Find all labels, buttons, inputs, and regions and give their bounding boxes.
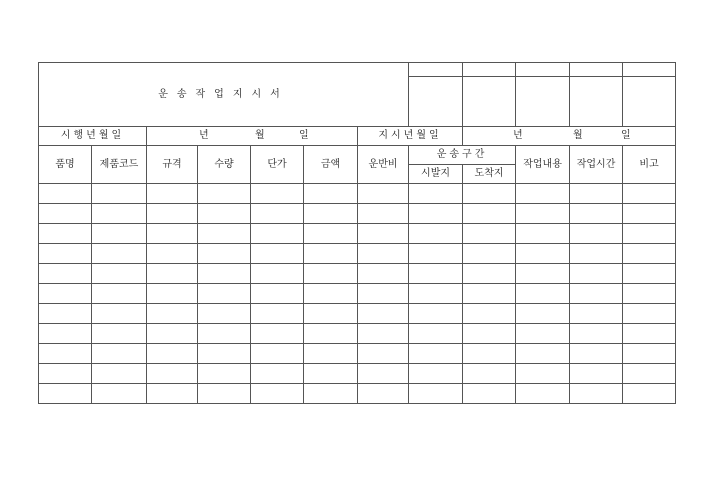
table-cell[interactable] (198, 224, 251, 244)
approval-sign-cell[interactable] (463, 77, 516, 127)
table-cell[interactable] (463, 304, 516, 324)
exec-month-unit: 월 (255, 130, 265, 141)
table-cell[interactable] (304, 184, 358, 204)
table-cell[interactable] (39, 224, 92, 244)
table-row (39, 304, 676, 324)
table-cell[interactable] (198, 304, 251, 324)
table-cell[interactable] (570, 224, 623, 244)
table-cell[interactable] (516, 384, 570, 404)
table-cell[interactable] (198, 184, 251, 204)
table-cell[interactable] (623, 344, 676, 364)
table-cell[interactable] (409, 384, 463, 404)
table-row (39, 344, 676, 364)
header-product-code: 제품코드 (92, 146, 147, 184)
table-cell[interactable] (39, 364, 92, 384)
table-cell[interactable] (463, 264, 516, 284)
table-cell[interactable] (570, 204, 623, 224)
table-cell[interactable] (623, 244, 676, 264)
table-cell[interactable] (409, 244, 463, 264)
approval-sign-cell[interactable] (570, 77, 623, 127)
table-cell[interactable] (304, 204, 358, 224)
table-cell[interactable] (92, 364, 147, 384)
header-unit-price: 단가 (251, 146, 304, 184)
table-cell[interactable] (358, 284, 409, 304)
table-row (39, 264, 676, 284)
table-cell[interactable] (251, 344, 304, 364)
table-cell[interactable] (623, 204, 676, 224)
table-cell[interactable] (39, 304, 92, 324)
table-cell[interactable] (251, 244, 304, 264)
table-cell[interactable] (198, 284, 251, 304)
table-cell[interactable] (570, 244, 623, 264)
exec-day-unit: 일 (299, 130, 309, 141)
table-cell[interactable] (92, 244, 147, 264)
table-cell[interactable] (409, 344, 463, 364)
table-cell[interactable] (570, 284, 623, 304)
table-cell[interactable] (147, 384, 198, 404)
table-cell[interactable] (516, 184, 570, 204)
table-cell[interactable] (623, 364, 676, 384)
table-cell[interactable] (409, 284, 463, 304)
table-cell[interactable] (358, 264, 409, 284)
table-cell[interactable] (463, 324, 516, 344)
table-cell[interactable] (147, 344, 198, 364)
table-cell[interactable] (147, 324, 198, 344)
header-work-time: 작업시간 (570, 146, 623, 184)
table-cell[interactable] (92, 204, 147, 224)
table-cell[interactable] (623, 284, 676, 304)
table-cell[interactable] (147, 224, 198, 244)
table-cell[interactable] (251, 364, 304, 384)
table-cell[interactable] (358, 344, 409, 364)
table-cell[interactable] (92, 224, 147, 244)
exec-date-label: 시행년월일 (39, 127, 147, 146)
table-cell[interactable] (198, 244, 251, 264)
table-cell[interactable] (147, 304, 198, 324)
table-cell[interactable] (623, 224, 676, 244)
table-cell[interactable] (516, 204, 570, 224)
table-cell[interactable] (570, 324, 623, 344)
table-cell[interactable] (304, 344, 358, 364)
table-cell[interactable] (92, 324, 147, 344)
table-cell[interactable] (147, 244, 198, 264)
table-cell[interactable] (463, 244, 516, 264)
table-cell[interactable] (251, 204, 304, 224)
table-cell[interactable] (198, 324, 251, 344)
table-cell[interactable] (516, 284, 570, 304)
table-row (39, 184, 676, 204)
table-row (39, 244, 676, 264)
table-cell[interactable] (516, 324, 570, 344)
table-cell[interactable] (147, 284, 198, 304)
table-cell[interactable] (92, 184, 147, 204)
order-year-unit: 년 (513, 130, 523, 141)
table-cell[interactable] (358, 204, 409, 224)
table-cell[interactable] (463, 204, 516, 224)
table-cell[interactable] (304, 324, 358, 344)
table-row (39, 324, 676, 344)
approval-sign-cell[interactable] (409, 77, 463, 127)
table-cell[interactable] (570, 264, 623, 284)
table-cell[interactable] (409, 224, 463, 244)
table-cell[interactable] (304, 304, 358, 324)
table-cell[interactable] (198, 264, 251, 284)
table-cell[interactable] (304, 224, 358, 244)
table-cell[interactable] (39, 344, 92, 364)
table-cell[interactable] (409, 264, 463, 284)
table-cell[interactable] (304, 284, 358, 304)
table-cell[interactable] (409, 304, 463, 324)
table-cell[interactable] (516, 364, 570, 384)
table-cell[interactable] (623, 384, 676, 404)
table-cell[interactable] (39, 184, 92, 204)
approval-label-cell[interactable] (516, 63, 570, 77)
approval-label-cell[interactable] (463, 63, 516, 77)
table-cell[interactable] (463, 224, 516, 244)
table-cell[interactable] (570, 384, 623, 404)
exec-year-unit: 년 (199, 130, 209, 141)
table-cell[interactable] (409, 184, 463, 204)
table-cell[interactable] (516, 344, 570, 364)
table-cell[interactable] (251, 304, 304, 324)
table-cell[interactable] (570, 344, 623, 364)
table-cell[interactable] (409, 364, 463, 384)
table-row (39, 384, 676, 404)
table-cell[interactable] (463, 284, 516, 304)
table-cell[interactable] (570, 364, 623, 384)
table-cell[interactable] (198, 204, 251, 224)
table-cell[interactable] (358, 224, 409, 244)
table-cell[interactable] (39, 324, 92, 344)
header-quantity: 수량 (198, 146, 251, 184)
table-cell[interactable] (92, 384, 147, 404)
table-cell[interactable] (304, 384, 358, 404)
order-day-unit: 일 (621, 130, 631, 141)
table-cell[interactable] (516, 304, 570, 324)
approval-label-cell[interactable] (570, 63, 623, 77)
table-row (39, 364, 676, 384)
approval-label-cell[interactable] (623, 63, 676, 77)
table-cell[interactable] (39, 264, 92, 284)
table-cell[interactable] (463, 184, 516, 204)
table-cell[interactable] (623, 304, 676, 324)
table-cell[interactable] (570, 304, 623, 324)
table-cell[interactable] (92, 264, 147, 284)
table-cell[interactable] (463, 384, 516, 404)
table-cell[interactable] (147, 364, 198, 384)
header-spec: 규격 (147, 146, 198, 184)
table-cell[interactable] (251, 324, 304, 344)
header-freight: 운반비 (358, 146, 409, 184)
table-cell[interactable] (623, 184, 676, 204)
table-cell[interactable] (251, 224, 304, 244)
header-remarks: 비고 (623, 146, 676, 184)
table-cell[interactable] (39, 204, 92, 224)
table-cell[interactable] (516, 244, 570, 264)
table-cell[interactable] (198, 364, 251, 384)
table-cell[interactable] (92, 284, 147, 304)
table-row (39, 204, 676, 224)
table-cell[interactable] (516, 264, 570, 284)
table-cell[interactable] (92, 344, 147, 364)
table-cell[interactable] (358, 324, 409, 344)
header-origin: 시발지 (409, 165, 463, 184)
order-date-field[interactable] (463, 127, 676, 146)
table-cell[interactable] (39, 284, 92, 304)
form-title: 운송작업지시서 (39, 63, 409, 127)
table-cell[interactable] (147, 204, 198, 224)
table-cell[interactable] (251, 184, 304, 204)
header-section: 운송구간 (409, 146, 516, 165)
table-cell[interactable] (198, 344, 251, 364)
table-cell[interactable] (304, 244, 358, 264)
table-cell[interactable] (358, 364, 409, 384)
order-date-label: 지시년월일 (358, 127, 463, 146)
table-cell[interactable] (463, 344, 516, 364)
table-cell[interactable] (304, 364, 358, 384)
header-destination: 도착지 (463, 165, 516, 184)
table-cell[interactable] (358, 304, 409, 324)
table-cell[interactable] (623, 324, 676, 344)
approval-label-cell[interactable] (409, 63, 463, 77)
table-cell[interactable] (463, 364, 516, 384)
header-amount: 금액 (304, 146, 358, 184)
table-cell[interactable] (39, 384, 92, 404)
table-cell[interactable] (409, 324, 463, 344)
table-cell[interactable] (358, 244, 409, 264)
table-cell[interactable] (198, 384, 251, 404)
header-work-content: 작업내용 (516, 146, 570, 184)
order-month-unit: 월 (573, 130, 583, 141)
table-cell[interactable] (358, 184, 409, 204)
table-cell[interactable] (251, 384, 304, 404)
table-cell[interactable] (147, 184, 198, 204)
table-cell[interactable] (304, 264, 358, 284)
header-item-name: 품명 (39, 146, 92, 184)
table-cell[interactable] (516, 224, 570, 244)
table-cell[interactable] (570, 184, 623, 204)
table-cell[interactable] (358, 384, 409, 404)
transport-work-order-table (38, 62, 676, 404)
table-cell[interactable] (251, 264, 304, 284)
table-row (39, 284, 676, 304)
table-body (39, 184, 676, 404)
table-cell[interactable] (39, 244, 92, 264)
table-cell[interactable] (623, 264, 676, 284)
table-cell[interactable] (92, 304, 147, 324)
approval-sign-cell[interactable] (623, 77, 676, 127)
table-cell[interactable] (251, 284, 304, 304)
table-cell[interactable] (147, 264, 198, 284)
approval-sign-cell[interactable] (516, 77, 570, 127)
exec-date-field[interactable] (147, 127, 358, 146)
table-cell[interactable] (409, 204, 463, 224)
table-row (39, 224, 676, 244)
